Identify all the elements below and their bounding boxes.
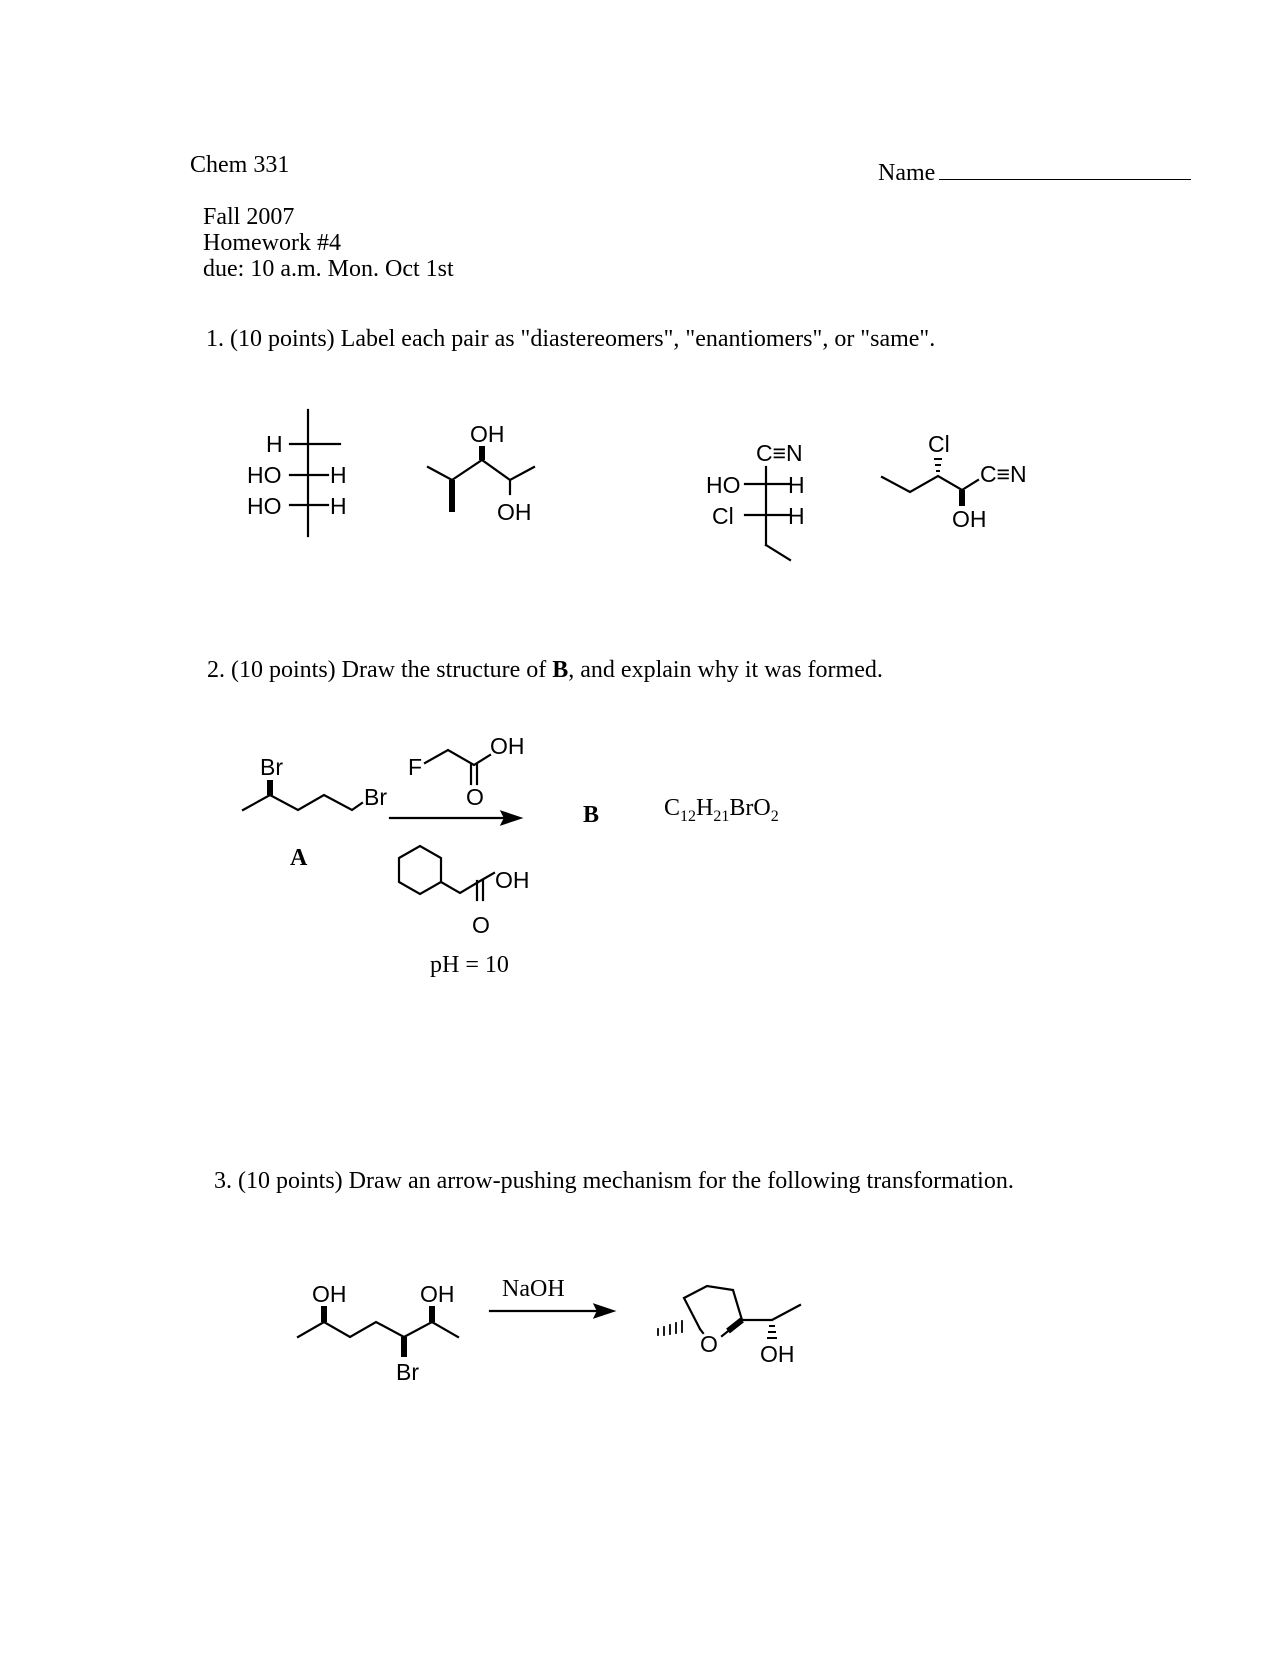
atom-oh: OH <box>495 867 530 893</box>
due-date: due: 10 a.m. Mon. Oct 1st <box>203 256 454 282</box>
atom-oh: OH <box>952 506 987 532</box>
atom-f: F <box>408 754 423 780</box>
atom-cl: Cl <box>712 503 734 529</box>
question-2-bold: B <box>552 657 569 683</box>
starting-diol <box>298 1281 458 1385</box>
atom-oh: OH <box>760 1341 795 1367</box>
atom-oh: OH <box>312 1281 347 1307</box>
atom-o: O <box>466 784 484 810</box>
atom-ho: HO <box>706 472 741 498</box>
atom-br: Br <box>260 754 283 780</box>
atom-oh: OH <box>490 733 525 759</box>
atom-oh: OH <box>497 499 532 525</box>
molecular-formula: $C_{12}H_{21}BrO_2$ <box>664 795 779 825</box>
atom-ho: HO <box>247 493 282 519</box>
atom-cyano: C≡N <box>980 461 1027 487</box>
question-2-prefix: 2. (10 points) Draw the structure of <box>207 657 553 683</box>
reaction-conditions: pH = 10 <box>430 952 509 978</box>
atom-cyano: C≡N <box>756 440 803 466</box>
atom-o: O <box>472 912 490 938</box>
course-title: Chem 331 <box>190 152 290 178</box>
atom-o: O <box>700 1331 718 1357</box>
atom-br: Br <box>364 784 387 810</box>
atom-h: H <box>330 462 347 488</box>
atom-h: H <box>330 493 347 519</box>
atom-h: H <box>788 503 805 529</box>
question-2-suffix: , and explain why it was formed. <box>568 657 883 683</box>
atom-h: H <box>788 472 805 498</box>
atom-cl: Cl <box>928 431 950 457</box>
atom-h: H <box>266 431 283 457</box>
assignment: Homework #4 <box>203 230 341 256</box>
atom-oh: OH <box>470 421 505 447</box>
product-tetrahydrofuran <box>658 1286 800 1367</box>
reagent: NaOH <box>502 1276 565 1302</box>
atom-oh: OH <box>420 1281 455 1307</box>
question-1-text: 1. (10 points) Label each pair as "diastereomers", "enantiomers", or "same". <box>206 326 936 352</box>
question-3-text: 3. (10 points) Draw an arrow-pushing mechanism for the following transformation. <box>214 1168 1014 1194</box>
term: Fall 2007 <box>203 204 295 230</box>
atom-ho: HO <box>247 462 282 488</box>
label-a: A <box>290 845 308 871</box>
atom-br: Br <box>396 1359 419 1385</box>
reaction-arrow <box>490 1276 613 1317</box>
name-label: Name <box>878 160 936 186</box>
label-b: B <box>583 802 600 828</box>
